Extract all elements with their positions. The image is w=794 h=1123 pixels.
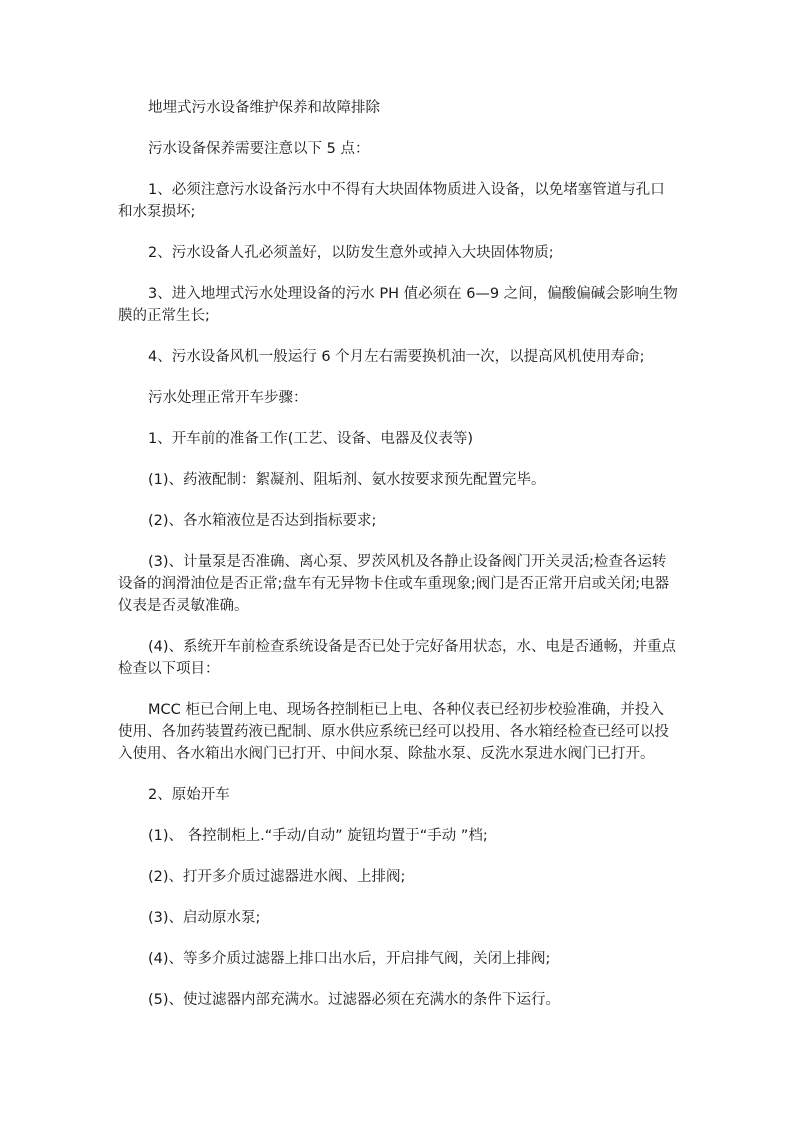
section-heading-startup: 污水处理正常开车步骤： <box>148 390 308 406</box>
paragraph: (1)、 各控制柜上.“手动/自动” 旋钮均置于“手动 ”档; <box>148 828 488 844</box>
paragraph: MCC 柜已合闸上电、现场各控制柜已上电、各种仪表已经初步校验准确，并投入使用、各加药装置药液已配制、原水供应系统已经可以投用、各水箱经检查已经可以投入使用、各水箱出水阀门已打开、中间水泵、除盐水泵、反洗水泵进水阀门已打开。 <box>118 702 669 762</box>
paragraph: (2)、打开多介质过滤器进水阀、上排阀; <box>148 869 406 885</box>
paragraph: 4、污水设备风机一般运行 6 个月左右需要换机油一次，以提高风机使用寿命; <box>148 349 645 365</box>
document-title: 地埋式污水设备维护保养和故障排除 <box>148 100 380 116</box>
paragraph: 1、必须注意污水设备污水中不得有大块固体物质进入设备，以免堵塞管道与孔口和水泵损坏; <box>118 182 665 220</box>
paragraph: (3)、启动原水泵; <box>148 910 261 926</box>
document-body <box>118 97 678 1030</box>
paragraph: (3)、计量泵是否准确、离心泵、罗茨风机及各静止设备阀门开关灵活;检查各运转设备的润滑油位是否正常;盘车有无异物卡住或车重现象;阀门是否正常开启或关闭;电器仪表是否灵敏准确。 <box>118 554 670 614</box>
paragraph: 3、进入地埋式污水处理设备的污水 PH 值必须在 6—9 之间，偏酸偏碱会影响生物膜的正常生长; <box>118 286 678 324</box>
paragraph: 2、污水设备人孔必须盖好，以防发生意外或掉入大块固体物质; <box>148 245 554 261</box>
paragraph: (1)、药液配制：絮凝剂、阻垢剂、氨水按要求预先配置完毕。 <box>148 472 546 488</box>
section-heading-maintenance: 污水设备保养需要注意以下 5 点： <box>148 141 370 157</box>
paragraph: 1、开车前的准备工作(工艺、设备、电器及仪表等) <box>148 431 474 447</box>
paragraph: 2、原始开车 <box>148 787 230 803</box>
paragraph: (2)、各水箱液位是否达到指标要求; <box>148 513 377 529</box>
paragraph: (5)、使过滤器内部充满水。过滤器必须在充满水的条件下运行。 <box>148 992 561 1008</box>
paragraph: (4)、系统开车前检查系统设备是否已处于完好备用状态，水、电是否通畅，并重点检查以下项目： <box>118 639 677 677</box>
paragraph: (4)、等多介质过滤器上排口出水后，开启排气阀，关闭上排阀; <box>148 951 551 967</box>
